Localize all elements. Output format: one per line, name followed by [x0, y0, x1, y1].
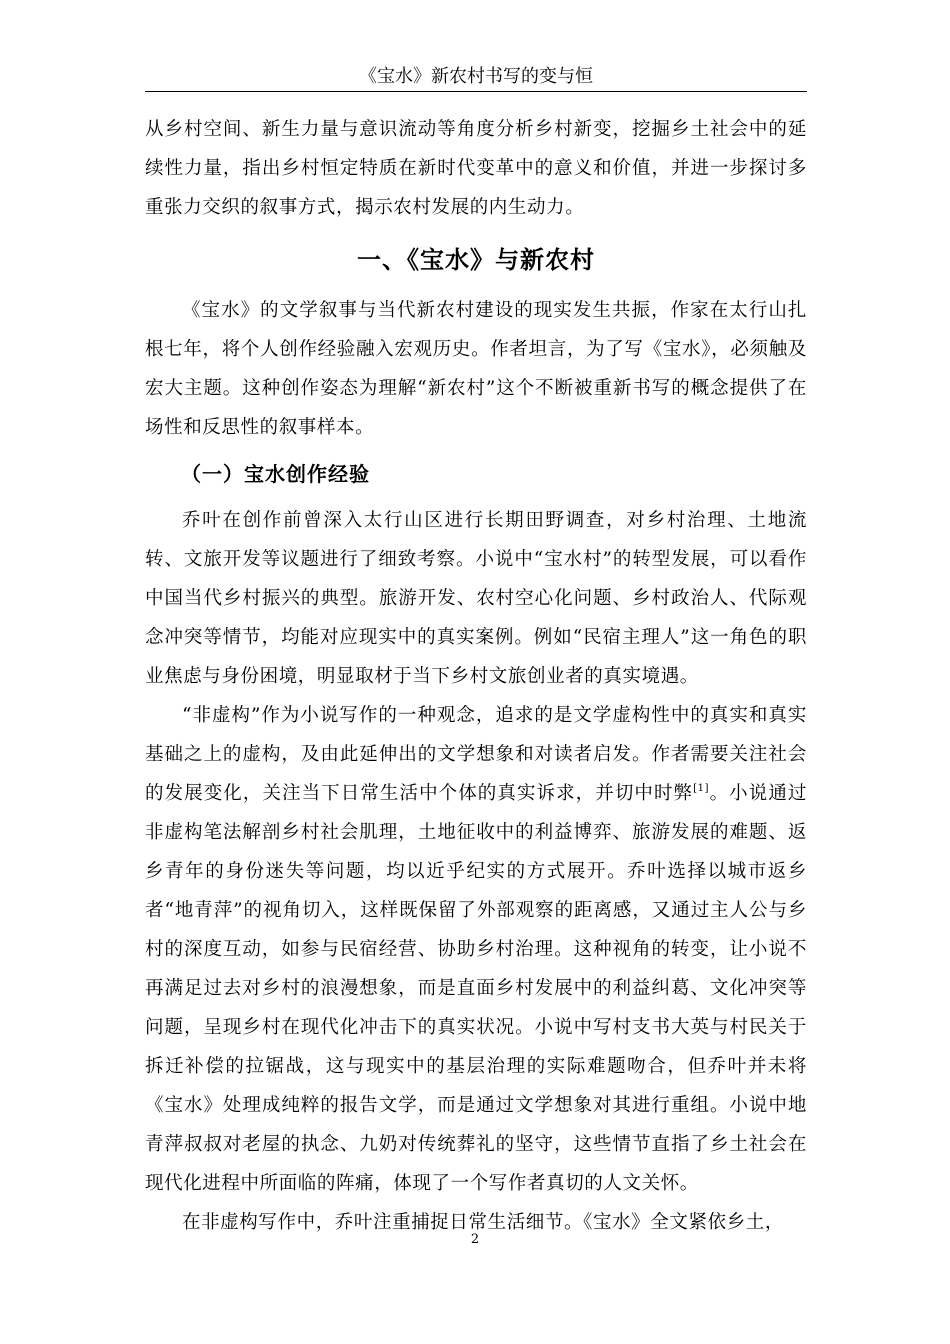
page-body: [145, 110, 807, 1242]
body-paragraph-2-text-b: 。小说通过非虚构笔法解剖乡村社会肌理，土地征收中的利益博弈、旅游发展的难题、返乡青年的身份迷失等问题，均以近乎纪实的方式展开。乔叶选择以城市返乡者“地青萍”的视角切入，这样既保留了外部观察的距离感，又通过主人公与乡村的深度互动，如参与民宿经营、协助乡村治理。这种视角的转变，让小说不再满足过去对乡村的浪漫想象，而是直面乡村发展中的利益纠葛、文化冲突等问题，呈现乡村在现代化冲击下的真实状况。小说中写村支书大英与村民关于拆迁补偿的拉锯战，这与现实中的基层治理的实际难题吻合，但乔叶并未将《宝水》处理成纯粹的报告文学，而是通过文学想象对其进行重组。小说中地青萍叔叔对老屋的执念、九奶对传统葬礼的坚守，这些情节直指了乡土社会在现代化进程中所面临的阵痛，体现了一个写作者真切的人文关怀。: [145, 783, 807, 1194]
section-title: 一、《宝水》与新农村: [357, 246, 595, 274]
section-paragraph: 《宝水》的文学叙事与当代新农村建设的现实发生共振，作家在太行山扎根七年，将个人创作经验融入宏观历史。作者坦言，为了写《宝水》，必须触及宏大主题。这种创作姿态为理解“新农村”这个不断被重新书写的概念提供了在场性和反思性的叙事样本。: [145, 300, 807, 438]
citation-ref[interactable]: [1]: [693, 783, 710, 794]
body-paragraph-3: 在非虚构写作中，乔叶注重捕捉日常生活细节。《宝水》全文紧依乡土，: [182, 1212, 784, 1233]
running-header: 《宝水》新农村书写的变与恒: [359, 66, 593, 87]
subsection-title: （一）宝水创作经验: [181, 462, 370, 486]
intro-paragraph: 从乡村空间、新生力量与意识流动等角度分析乡村新变，挖掘乡土社会中的延续性力量，指出乡村恒定特质在新时代变革中的意义和价值，并进一步探讨多重张力交织的叙事方式，揭示农村发展的内生动力。: [145, 119, 807, 218]
body-paragraph-2: [145, 696, 807, 1203]
body-paragraph-1: 乔叶在创作前曾深入太行山区进行长期田野调查，对乡村治理、土地流转、文旅开发等议题进行了细致考察。小说中“宝水村”的转型发展，可以看作中国当代乡村振兴的典型。旅游开发、农村空心化问题、乡村政治人、代际观念冲突等情节，均能对应现实中的真实案例。例如“民宿主理人”这一角色的职业焦虑与身份困境，明显取材于当下乡村文旅创业者的真实境遇。: [145, 510, 807, 687]
header-rule: [145, 91, 807, 92]
body-paragraph-2-text-a: “非虚构”作为小说写作的一种观念，追求的是文学虚构性中的真实和真实基础之上的虚构，及由此延伸出的文学想象和对读者启发。作者需要关注社会的发展变化，关注当下日常生活中个体的真实诉求，并切中时弊: [145, 705, 807, 804]
page-number: 2: [470, 1232, 480, 1247]
